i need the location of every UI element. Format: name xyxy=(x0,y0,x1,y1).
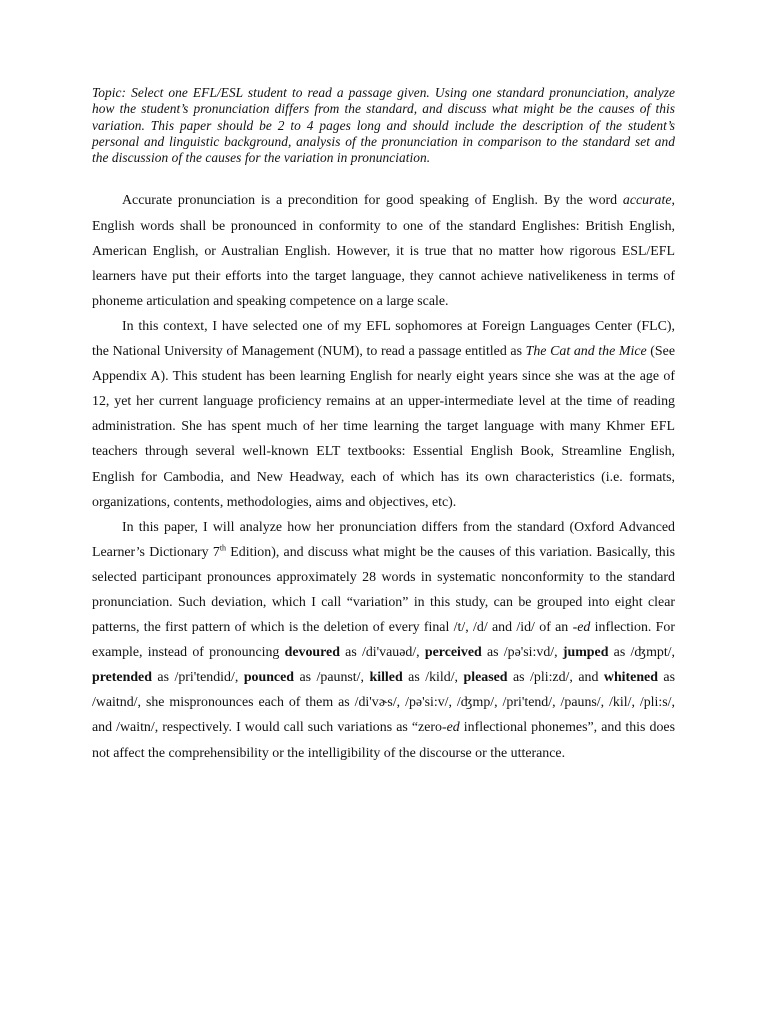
p3-word-pretended: pretended xyxy=(92,670,152,686)
p3-word-killed: killed xyxy=(369,670,403,686)
p3-word-perceived: perceived xyxy=(424,645,482,661)
p3-word-pleased: pleased xyxy=(463,670,508,686)
p3-text-3: inflection. For example, instead of pronouncing xyxy=(92,620,675,661)
p1-emphasis: accurate xyxy=(622,193,672,209)
p3-ed-suffix: -ed xyxy=(572,620,591,636)
p3-ipa-6: as /kild/, xyxy=(402,670,464,686)
p3-ipa-7: as /pli:zd/, and xyxy=(507,670,604,686)
p3-text-2: Edition), and discuss what might be the causes of this variation. Basically, this selected participant pronounces approximately 28 words in systematic nonconformity to the standard pronunciation. Such deviation, which I call “variation” in this study, can be grouped into eight clear patterns, the first pattern of which is the deletion of every final /t/, /d/ and /id/ of an xyxy=(92,544,676,636)
body-paragraph-1 xyxy=(92,188,675,313)
p2-title: The Cat and the Mice xyxy=(525,344,647,360)
p3-superscript: th xyxy=(219,543,227,553)
p1-text-a: Accurate pronunciation is a precondition for good speaking of English. By the word xyxy=(122,193,623,209)
p2-text-a: In this context, I have selected one of my EFL sophomores at Foreign Languages Center (FLC), the National University of Management (NUM), to read a passage entitled as xyxy=(92,318,675,360)
p3-ipa-2: as /pə'si:vd/, xyxy=(481,645,563,661)
p3-ipa-1: as /di'vauəd/, xyxy=(339,645,425,661)
p3-ipa-3: as /ʤmpt/, xyxy=(608,645,676,661)
p3-text-4: inflectional phonemes”, and this does not affect the comprehensibility or the intelligibility of the discourse or the utterance. xyxy=(92,720,675,761)
p3-ipa-8: as /waitnd/, she mispronounces each of them as /di'vɚs/, /pə'si:v/, /ʤmp/, /pri'tend/, /pauns/, /kil/, /pli:s/, and /waitn/, respectively. I would call such variations as “zero- xyxy=(92,670,675,736)
p3-word-jumped: jumped xyxy=(562,645,609,661)
p3-word-pounced: pounced xyxy=(243,670,294,686)
p1-text-c: , English words shall be pronounced in conformity to one of the standard Englishes: British English, American English, or Australian English. However, it is true that no matter how rigorous ESL/EFL learners have put their efforts into the target language, they cannot achieve nativelikeness in terms of phoneme articulation and speaking competence on a large scale. xyxy=(92,193,675,309)
p3-ipa-4: as /pri'tendid/, xyxy=(151,670,244,686)
body-paragraph-3 xyxy=(92,515,675,766)
body-paragraph-2 xyxy=(92,314,675,515)
topic-paragraph: Topic: Select one EFL/ESL student to read a passage given. Using one standard pronunciation, analyze how the student’s pronunciation differs from the standard, and discuss what might be the causes of this variation. This paper should be 2 to 4 pages long and should include the description of the student’s personal and linguistic background, analysis of the pronunciation in comparison to the standard set and the discussion of the causes for the variation in pronunciation. xyxy=(92,85,675,166)
p3-word-devoured: devoured xyxy=(284,645,340,661)
p3-ipa-5: as /paunst/, xyxy=(294,670,370,686)
p3-word-whitened: whitened xyxy=(603,670,658,686)
p3-ed-term: ed xyxy=(446,720,460,736)
p3-text-1: In this paper, I will analyze how her pronunciation differs from the standard (Oxford Advanced Learner’s Dictionary 7 xyxy=(92,519,675,560)
p2-text-c: (See Appendix A). This student has been learning English for nearly eight years since she was at the age of 12, yet her current language proficiency remains at an upper-intermediate level at the time of reading administration. She has spent much of her time learning the target language with many Khmer EFL teachers through several well-known ELT textbooks: Essential English Book, Streamline English, English for Cambodia, and New Headway, each of which has its own characteristics (i.e. formats, organizations, contents, methodologies, aims and objectives, etc). xyxy=(92,344,675,510)
